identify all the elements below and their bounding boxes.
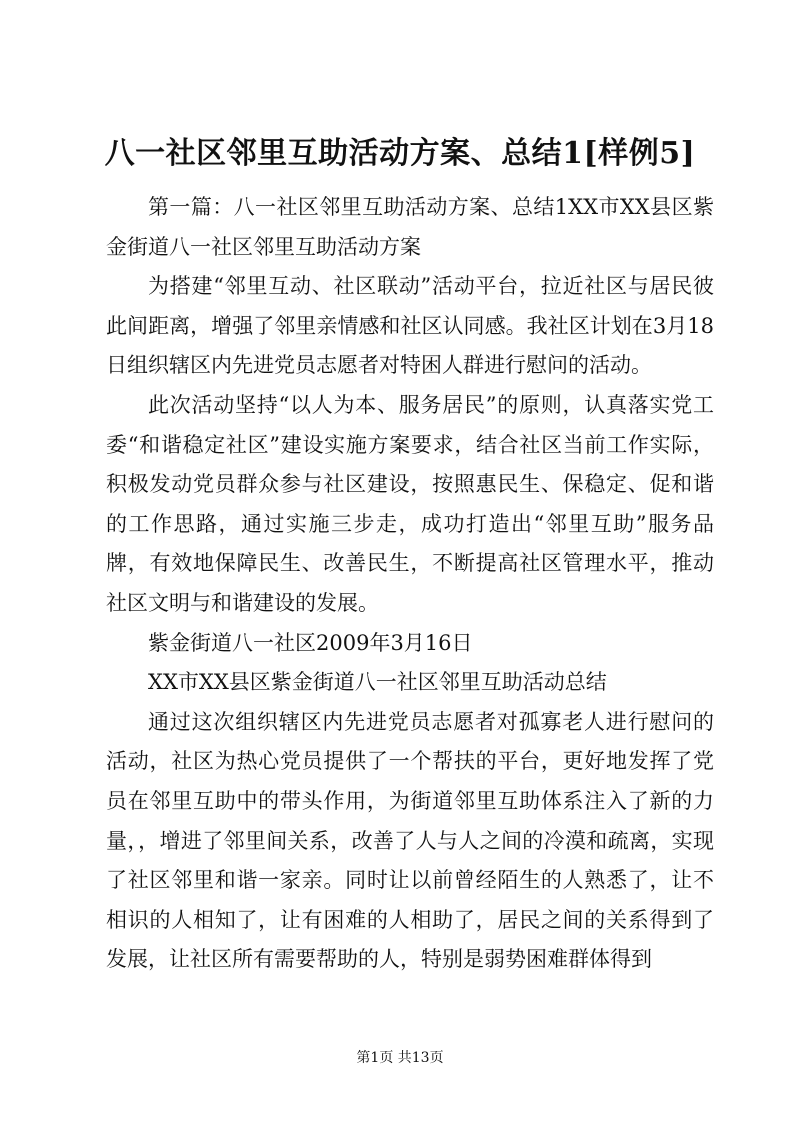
document-title: 八一社区邻里互助活动方案、总结1[样例5] [104, 136, 696, 171]
paragraph-summary: 通过这次组织辖区内先进党员志愿者对孤寡老人进行慰问的活动，社区为热心党员提供了一个帮扶的平台，更好地发挥了党员在邻里互助中的带头作用，为街道邻里互助体系注入了新的力量，，增进了邻里间关系，改善了人与人之间的冷漠和疏离，实现了社区邻里和谐一家亲。同时让以前曾经陌生的人熟悉了，让不相识的人相知了，让有困难的人相助了，居民之间的关系得到了发展，让社区所有需要帮助的人，特别是弱势困难群体得到 [106, 709, 714, 972]
paragraph-signature-date: 紫金街道八一社区2009年3月16日 [148, 630, 473, 655]
document-body [106, 188, 714, 980]
paragraph-purpose: 为搭建“邻里互动、社区联动”活动平台，拉近社区与居民彼此间距离，增强了邻里亲情感和社区认同感。我社区计划在3月18日组织辖区内先进党员志愿者对特困人群进行慰问的活动。 [106, 274, 714, 378]
page-footer: 第1页 共13页 [356, 1050, 444, 1066]
paragraph-principle: 此次活动坚持“以人为本、服务居民”的原则，认真落实党工委“和谐稳定社区”建设实施方案要求，结合社区当前工作实际，积极发动党员群众参与社区建设，按照惠民生、保稳定、促和谐的工作思路，通过实施三步走，成功打造出“邻里互助”服务品牌，有效地保障民生、改善民生，不断提高社区管理水平，推动社区文明与和谐建设的发展。 [106, 392, 714, 615]
paragraph-summary-heading: XX市XX县区紫金街道八一社区邻里互助活动总结 [148, 670, 607, 695]
paragraph-intro: 第一篇：八一社区邻里互助活动方案、总结1XX市XX县区紫金街道八一社区邻里互助活动方案 [106, 195, 714, 259]
